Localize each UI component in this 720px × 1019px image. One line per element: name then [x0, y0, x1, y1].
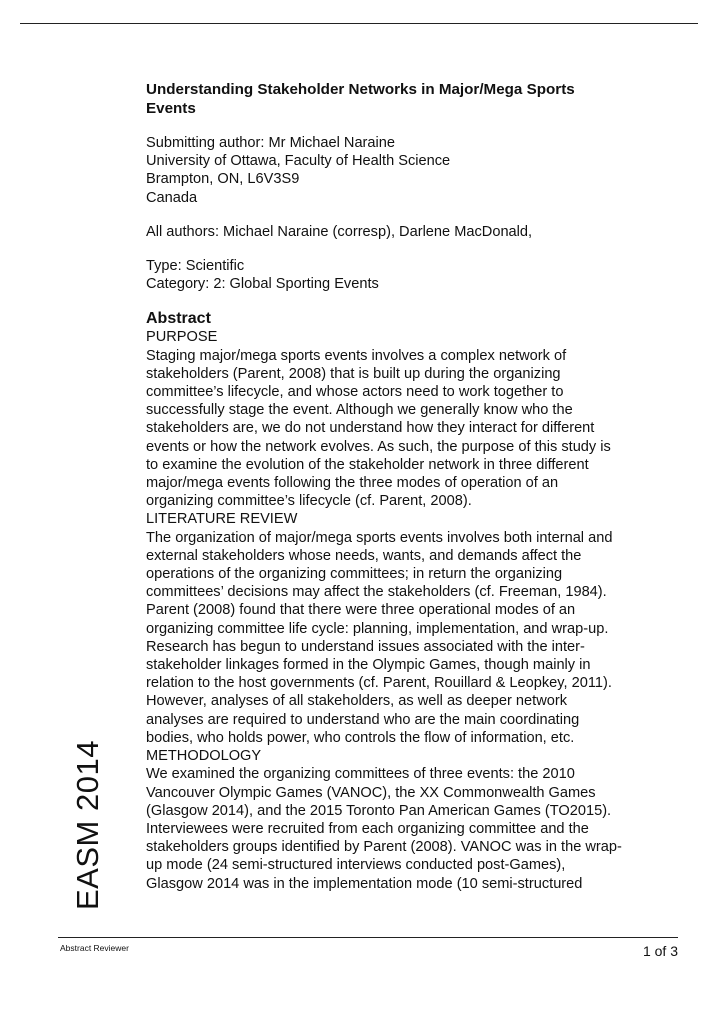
abstract-line: relation to the host governments (cf. Parent, Rouillard & Leopkey, 2011).	[146, 675, 612, 692]
abstract-line: LITERATURE REVIEW	[146, 511, 298, 528]
abstract-line: organizing committee’s lifecycle (cf. Parent, 2008).	[146, 493, 472, 510]
abstract-line: The organization of major/mega sports events involves both internal and	[146, 529, 613, 546]
abstract-line: We examined the organizing committees of three events: the 2010	[146, 766, 575, 783]
abstract-line: stakeholders (Parent, 2008) that is built up during the organizing	[146, 365, 561, 382]
affiliation: University of Ottawa, Faculty of Health Science	[146, 153, 451, 170]
footer-left-label: Abstract Reviewer	[60, 943, 129, 953]
abstract-line: Vancouver Olympic Games (VANOC), the XX Commonwealth Games	[146, 784, 596, 801]
abstract-line: Staging major/mega sports events involves a complex network of	[146, 347, 567, 364]
abstract-line: Research has begun to understand issues associated with the inter-	[146, 638, 585, 655]
abstract-line: organizing committee life cycle: planning, implementation, and wrap-up.	[146, 620, 609, 637]
abstract-line: up mode (24 semi-structured interviews conducted post-Games),	[146, 857, 566, 874]
abstract-line: stakeholders are, we do not understand how they interact for different	[146, 420, 595, 437]
all-authors-line: All authors: Michael Naraine (corresp), Darlene MacDonald,	[146, 223, 533, 240]
abstract-line: operations of the organizing committees; in return the organizing	[146, 566, 563, 583]
abstract-line: (Glasgow 2014), and the 2015 Toronto Pan American Games (TO2015).	[146, 802, 612, 819]
abstract-line: stakeholders groups identified by Parent (2008). VANOC was in the wrap-	[146, 839, 622, 856]
abstract-line: major/mega events following the three modes of operation of an	[146, 475, 559, 492]
address: Brampton, ON, L6V3S9	[146, 171, 300, 188]
category-line: Category: 2: Global Sporting Events	[146, 276, 379, 293]
side-label: EASM 2014	[70, 740, 105, 910]
footer-divider	[58, 937, 678, 938]
abstract-line: stakeholder linkages formed in the Olympic Games, though mainly in	[146, 657, 591, 674]
abstract-line: to examine the evolution of the stakeholder network in three different	[146, 456, 589, 473]
top-divider	[20, 23, 698, 24]
country: Canada	[146, 189, 198, 206]
abstract-line: Glasgow 2014 was in the implementation mode (10 semi-structured	[146, 875, 583, 892]
abstract-line: Interviewees were recruited from each organizing committee and the	[146, 820, 589, 837]
abstract-line: However, analyses of all stakeholders, as well as deeper network	[146, 693, 568, 710]
abstract-line: external stakeholders whose needs, wants, and demands affect the	[146, 547, 582, 564]
abstract-line: committee’s lifecycle, and whose actors need to work together to	[146, 384, 564, 401]
author-block	[146, 134, 666, 207]
page-number: 1 of 3	[642, 943, 678, 959]
abstract-line: events or how the network evolves. As such, the purpose of this study is	[146, 438, 611, 455]
abstract-line: METHODOLOGY	[146, 748, 262, 765]
type-line: Type: Scientific	[146, 258, 245, 275]
type-block	[146, 257, 666, 293]
title-line: Understanding Stakeholder Networks in Major/Mega Sports	[146, 81, 575, 98]
abstract-line: successfully stage the event. Although we generally know who the	[146, 402, 573, 419]
title-line: Events	[146, 100, 196, 117]
abstract-body	[146, 328, 666, 892]
abstract-line: analyses are required to understand who are the main coordinating	[146, 711, 580, 728]
abstract-line: committees’ decisions may affect the stakeholders (cf. Freeman, 1984).	[146, 584, 607, 601]
document-title	[146, 80, 666, 118]
document-body	[146, 80, 666, 893]
abstract-line: Parent (2008) found that there were three operational modes of an	[146, 602, 576, 619]
abstract-heading: Abstract	[146, 310, 211, 328]
abstract-line: PURPOSE	[146, 329, 218, 346]
all-authors	[146, 223, 666, 241]
abstract-line: bodies, who holds power, who controls the flow of information, etc.	[146, 729, 575, 746]
submitting-author: Submitting author: Mr Michael Naraine	[146, 135, 396, 151]
